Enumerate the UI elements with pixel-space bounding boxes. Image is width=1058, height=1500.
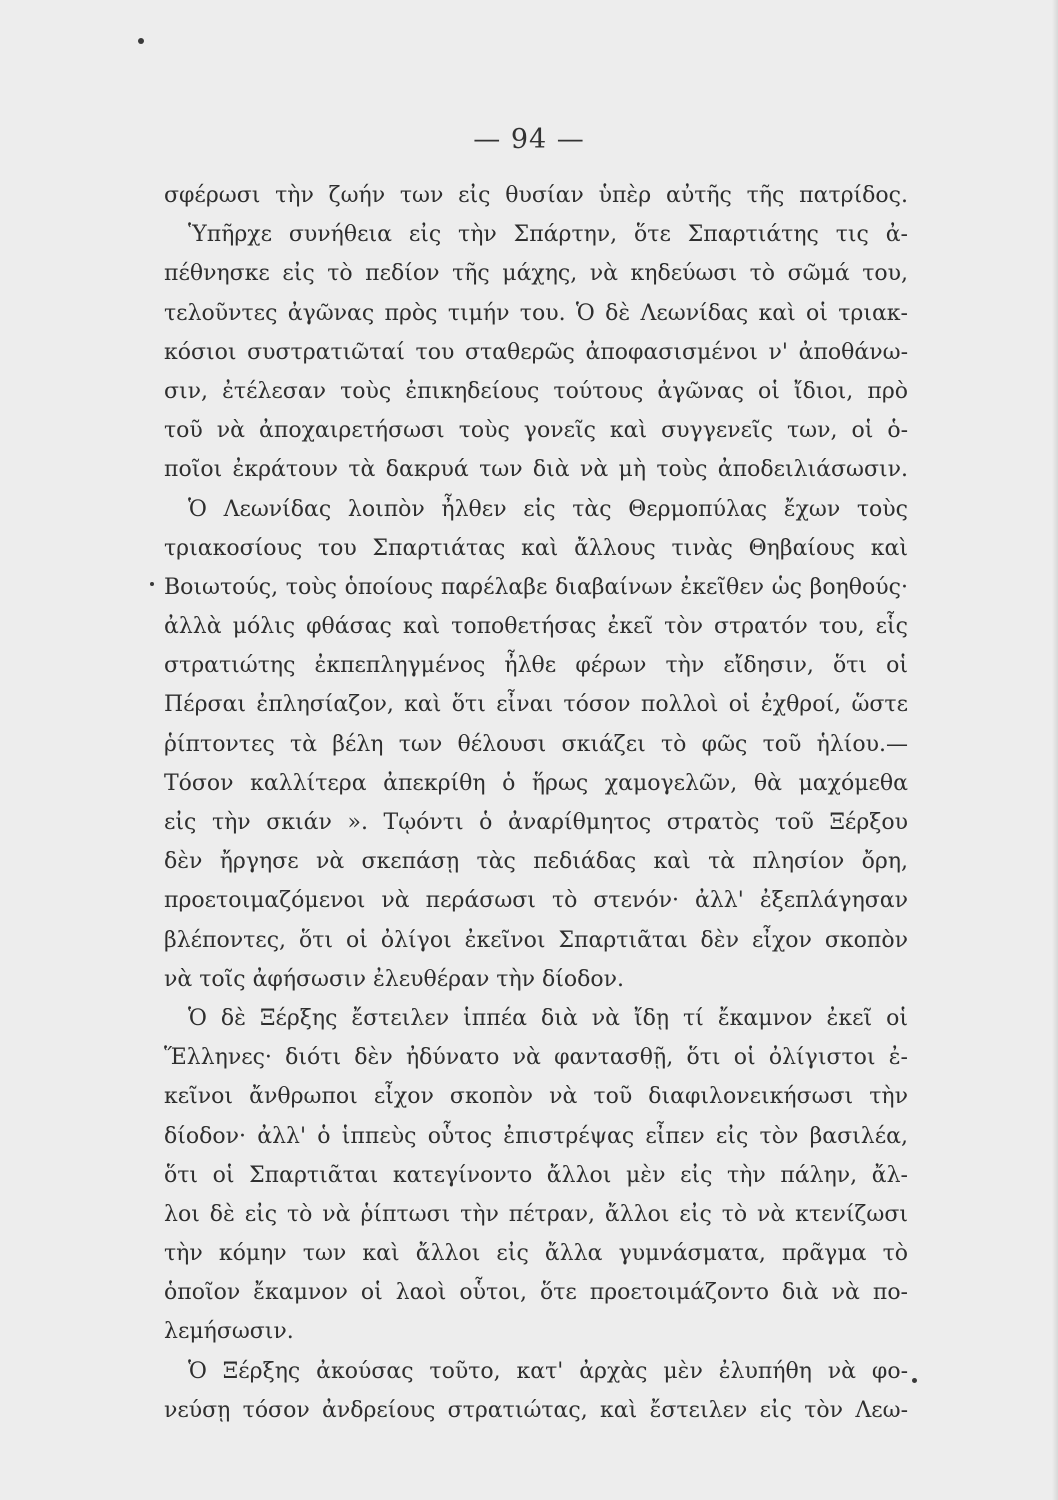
text-line: νεύσῃ τόσον ἀνδρείους στρατιώτας, καὶ ἔστειλεν εἰς τὸν Λεω- <box>164 1397 908 1423</box>
text-line: τὴν κόμην των καὶ ἄλλοι εἰς ἄλλα γυμνάσματα, πρᾶγμα τὸ <box>164 1241 908 1267</box>
text-line: κεῖνοι ἄνθρωποι εἶχον σκοπὸν νὰ τοῦ διαφιλονεικήσωσι τὴν <box>164 1084 908 1110</box>
text-line: δίοδον· ἀλλ' ὁ ἱππεὺς οὗτος ἐπιστρέψας εἶπεν εἰς τὸν βασιλέα, <box>164 1123 908 1149</box>
text-line: σιν, ἐτέλεσαν τοὺς ἐπικηδείους τούτους ἀγῶνας οἱ ἴδιοι, πρὸ <box>164 378 908 404</box>
ink-speck <box>912 1378 917 1383</box>
text-line: Ὁ δὲ Ξέρξης ἔστειλεν ἱππέα διὰ νὰ ἴδῃ τί ἔκαμνον ἐκεῖ οἱ <box>188 1005 908 1031</box>
text-line: ποῖοι ἐκράτουν τὰ δακρυά των διὰ νὰ μὴ τοὺς ἀποδειλιάσωσιν. <box>164 457 908 483</box>
text-line: εἰς τὴν σκιάν ». Τῳόντι ὁ ἀναρίθμητος στρατὸς τοῦ Ξέρξου <box>164 810 908 835</box>
page-edge-shadow <box>1052 0 1058 1500</box>
text-line: Ἕλληνες· διότι δὲν ἠδύνατο νὰ φαντασθῇ, ὅτι οἱ ὀλίγιστοι ἐ- <box>164 1045 908 1071</box>
text-line: Πέρσαι ἐπλησίαζον, καὶ ὅτι εἶναι τόσον πολλοὶ οἱ ἐχθροί, ὥστε <box>164 692 908 718</box>
text-line: σφέρωσι τὴν ζωήν των εἰς θυσίαν ὑπὲρ αὐτῆς τῆς πατρίδος. <box>164 183 908 208</box>
text-line: Ὁ Λεωνίδας λοιπὸν ἦλθεν εἰς τὰς Θερμοπύλας ἔχων τοὺς <box>188 496 908 522</box>
text-line: Τόσον καλλίτερα ἀπεκρίθη ὁ ἥρως χαμογελῶν, θὰ μαχόμεθα <box>164 770 908 796</box>
text-line: λοι δὲ εἰς τὸ νὰ ῥίπτωσι τὴν πέτραν, ἄλλοι εἰς τὸ νὰ κτενίζωσι <box>164 1201 908 1227</box>
text-line: προετοιμαζόμενοι νὰ περάσωσι τὸ στενόν· ἀλλ' ἐξεπλάγησαν <box>164 888 908 914</box>
text-line: τελοῦντες ἀγῶνας πρὸς τιμήν του. Ὁ δὲ Λεωνίδας καὶ οἱ τριακ- <box>164 300 908 326</box>
text-line: δὲν ἤργησε νὰ σκεπάσῃ τὰς πεδιάδας καὶ τὰ πλησίον ὄρη, <box>164 849 908 875</box>
text-line: τοῦ νὰ ἀποχαιρετήσωσι τοὺς γονεῖς καὶ συγγενεῖς των, οἱ ὁ- <box>164 418 908 444</box>
text-line: ῥίπτοντες τὰ βέλη των θέλουσι σκιάζει τὸ φῶς τοῦ ἡλίου.— <box>164 731 908 757</box>
text-line: στρατιώτης ἐκπεπληγμένος ἦλθε φέρων τὴν εἴδησιν, ὅτι οἱ <box>164 653 908 679</box>
body-text <box>164 176 908 1430</box>
text-line: Ὁ Ξέρξης ἀκούσας τοῦτο, κατ' ἀρχὰς μὲν ἐλυπήθη νὰ φο- <box>188 1358 908 1384</box>
text-line: τριακοσίους του Σπαρτιάτας καὶ ἄλλους τινὰς Θηβαίους καὶ <box>164 535 908 561</box>
text-line: λεμήσωσιν. <box>164 1319 294 1345</box>
text-line: Βοιωτούς, τοὺς ὁποίους παρέλαβε διαβαίνων ἐκεῖθεν ὡς βοηθούς· <box>164 574 908 600</box>
text-line: νὰ τοῖς ἀφήσωσιν ἐλευθέραν τὴν δίοδον. <box>164 966 625 992</box>
page-number: — 94 — <box>473 124 585 155</box>
ink-speck <box>138 38 144 44</box>
text-line: ὁποῖον ἔκαμνον οἱ λαοὶ οὗτοι, ὅτε προετοιμάζοντο διὰ νὰ πο- <box>164 1280 908 1306</box>
text-line: Ὑπῆρχε συνήθεια εἰς τὴν Σπάρτην, ὅτε Σπαρτιάτης τις ἀ- <box>188 222 908 248</box>
text-line: πέθνησκε εἰς τὸ πεδίον τῆς μάχης, νὰ κηδεύωσι τὸ σῶμά του, <box>164 261 908 287</box>
text-line: κόσιοι συστρατιῶταί του σταθερῶς ἀποφασισμένοι ν' ἀποθάνω- <box>164 339 908 365</box>
text-line: ἀλλὰ μόλις φθάσας καὶ τοποθετήσας ἐκεῖ τὸν στρατόν του, εἷς <box>164 614 908 640</box>
text-line: βλέποντες, ὅτι οἱ ὀλίγοι ἐκεῖνοι Σπαρτιᾶται δὲν εἶχον σκοπὸν <box>164 927 908 953</box>
text-line: ὅτι οἱ Σπαρτιᾶται κατεγίνοντο ἄλλοι μὲν εἰς τὴν πάλην, ἄλ- <box>164 1162 908 1188</box>
ink-speck <box>150 582 154 586</box>
